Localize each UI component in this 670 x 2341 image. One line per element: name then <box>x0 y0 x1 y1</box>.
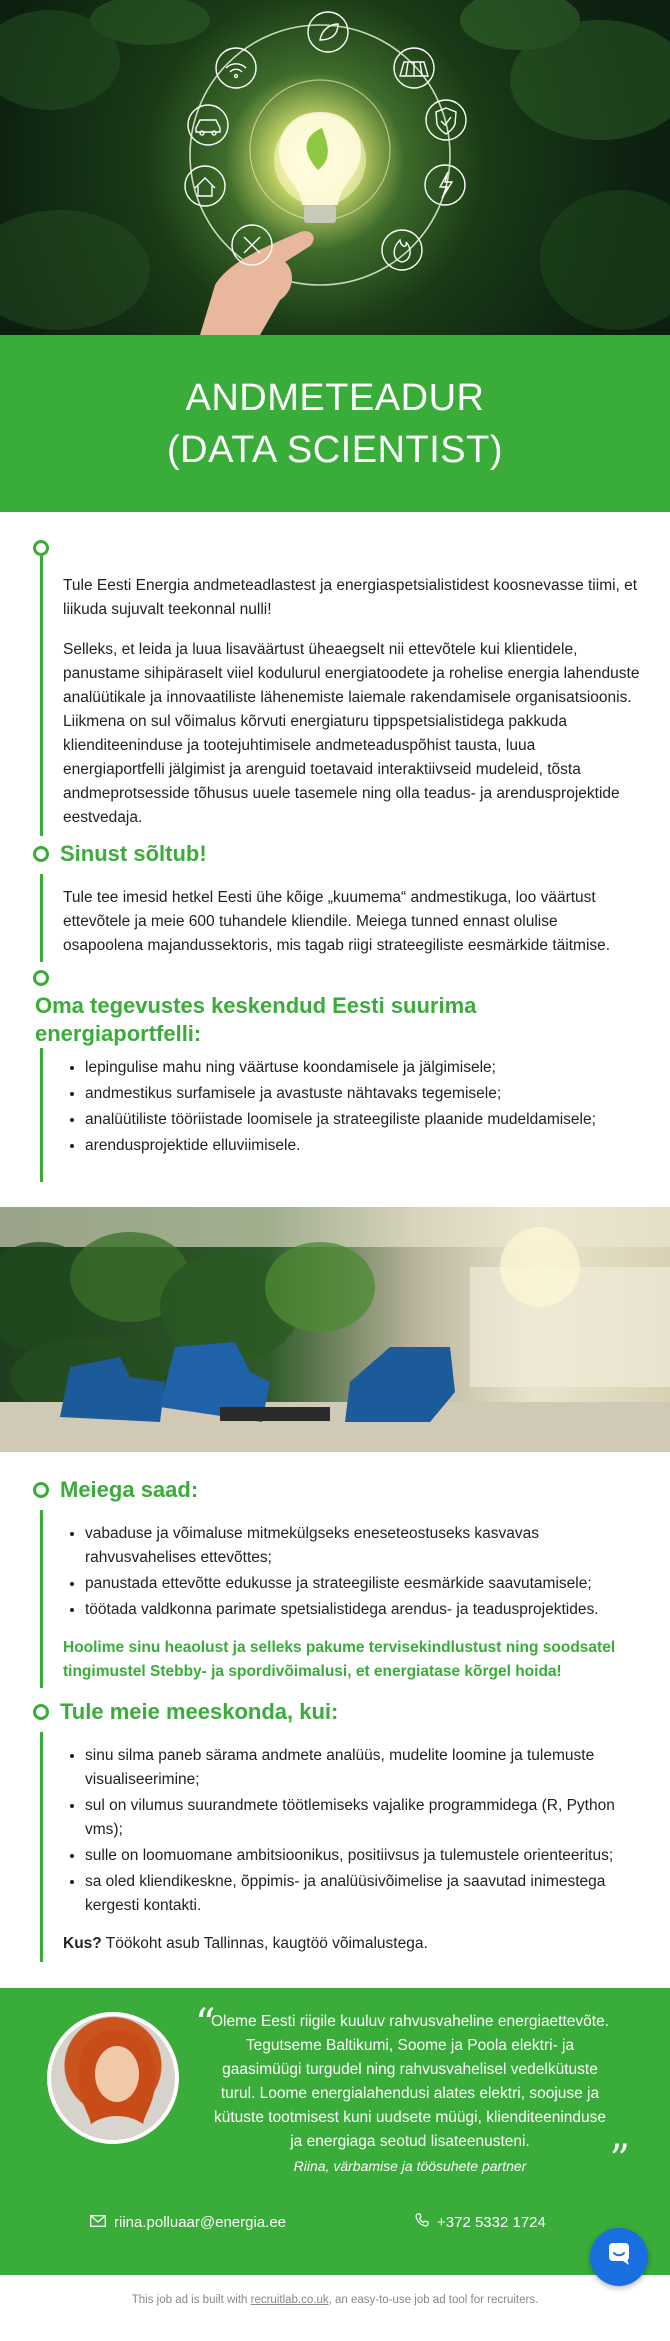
company-quote <box>195 2001 630 2184</box>
list-item: • sulle on loomuomane ambitsioonikus, positiivsus ja tulemustele orienteeritus; <box>85 1844 640 1868</box>
mail-icon <box>90 2211 106 2234</box>
join-section <box>40 1732 670 1962</box>
quote-signature: Riina, värbamise ja töösuhete partner <box>293 2158 527 2175</box>
depends-header <box>33 840 670 868</box>
flame-icon <box>382 230 422 270</box>
join-heading: Tule meie meeskonda, kui: <box>60 1699 339 1725</box>
intro-paragraph-1: Tule Eesti Energia andmeteadlastest ja energiaspetsialistidest koosnevasse tiimi, et liikuda sujuvalt teekonnal nulli! <box>63 577 638 619</box>
list-item: • lepingulise mahu ning väärtuse koondamisele ja jälgimisele; <box>85 1056 640 1080</box>
close-quote-icon: ” <box>609 2137 630 2184</box>
job-title-line-2: (DATA SCIENTIST) <box>167 428 503 471</box>
email-text: riina.polluaar@energia.ee <box>114 2214 287 2232</box>
footer-suffix: , an easy-to-use job ad tool for recruiters. <box>328 2294 539 2307</box>
work-location-label: Kus? <box>63 1935 102 1953</box>
focus-heading: Oma tegevustes keskendud Eesti suurima energiaportfelli: <box>35 993 477 1047</box>
email-link[interactable] <box>90 2211 286 2234</box>
phone-link[interactable] <box>415 2211 546 2234</box>
list-item: • töötada valdkonna parimate spetsialistidega arendus- ja teadusprojektides. <box>85 1598 640 1622</box>
footer-link[interactable]: recruitlab.co.uk <box>250 2294 329 2307</box>
recruiter-avatar <box>47 2012 179 2144</box>
quote-text: Oleme Eesti riigile kuuluv rahvusvaheline energiaettevõte. Tegutseme Baltikumi, Soome ja Poola elektri- ja gaasimüügi turgudel ning rahvusvahelisel vedelkütuste turul. Loome energialahendusi alates elektri, soojuse ja kütuste tootmisest kuni uudsete müügi, klienditeeninduse ja energiaga seotud lisateenusteni. <box>210 2013 610 2151</box>
join-list <box>63 1744 640 1918</box>
intro-paragraph-2: Selleks, et leida ja luua lisaväärtust üheaegselt nii ettevõtele kui klientidele, panustame sihipäraselt viiel kodulurul energiatoodete ja rohelise energia lahenduste analüütikale ja innovaatiliste lähenemiste laiemale rakendamisele organisatsioonis. Liikmena on sul võimalus kõrvuti energiaturu tippspetsialistidega pakkuda klienditeeninduse ja tootejuhtimisele andmeteaduspõhist tausta, luua energiaportfelli jälgimist ja arenguid toetavaid interaktiivseid mudeleid, tõsta andmeprotsesside tõhusus uuele tasemele ning olla teadus- ja arendusprojektide eestvedaja. <box>63 641 640 827</box>
timeline-dot <box>33 846 49 862</box>
focus-marker <box>33 970 670 986</box>
hero-image <box>0 0 670 335</box>
offer-header <box>33 1476 670 1504</box>
office-photo <box>0 1207 670 1452</box>
phone-icon <box>415 2211 429 2234</box>
open-quote-icon: “ <box>195 2001 216 2048</box>
list-item: • analüütiliste tööriistade loomisele ja strateegiliste plaanide mudeldamisele; <box>85 1108 640 1132</box>
offer-list <box>63 1522 640 1622</box>
list-item: • vabaduse ja võimaluse mitmekülgseks eneseteostuseks kasvavas rahvusvahelises ettevõttes; <box>85 1522 640 1570</box>
wifi-icon <box>216 48 256 88</box>
depends-heading: Sinust sõltub! <box>60 841 207 867</box>
job-title-banner <box>0 335 670 512</box>
depends-text: Tule tee imesid hetkel Eesti ühe kõige „kuumema“ andmestikuga, loo väärtust ettevõtele ja meie 600 tuhandele kliendile. Meiega tunned ennast olulise osapoolena majandussektoris, mis tagab riigi strateegiliste eesmärkide täitmise. <box>63 889 611 955</box>
timeline-dot <box>33 1482 49 1498</box>
join-header <box>33 1698 670 1726</box>
phone-text: +372 5332 1724 <box>437 2214 546 2232</box>
focus-list <box>63 1056 640 1158</box>
timeline-dot <box>33 970 49 986</box>
work-location-text: Töökoht asub Tallinnas, kaugtöö võimalustega. <box>101 1935 428 1953</box>
work-location <box>63 1932 640 1956</box>
list-item: • sul on vilumus suurandmete töötlemiseks vajalike programmidega (R, Python vms); <box>85 1794 640 1842</box>
lightning-icon <box>425 165 465 205</box>
list-item: • andmestikus surfamisele ja avastuste nähtavaks tegemisele; <box>85 1082 640 1106</box>
intro-section <box>40 554 670 836</box>
list-item: • sa oled kliendikeskne, õppimis- ja analüüsivõimelise ja saavutad inimestega kergesti kontakti. <box>85 1870 640 1918</box>
depends-section <box>40 874 670 962</box>
footer <box>0 2275 670 2325</box>
offer-section <box>40 1510 670 1688</box>
offer-highlight: Hoolime sinu heaolust ja selleks pakume tervisekindlustust ning soodsatel tingimustel Stebby- ja spordivõimalusi, et energiatase kõrgel hoida! <box>63 1639 616 1681</box>
job-title-line-1: ANDMETEADUR <box>185 376 485 419</box>
leaf-icon <box>308 12 348 52</box>
timeline-dot <box>33 1704 49 1720</box>
house-icon <box>185 166 225 206</box>
focus-section <box>40 1048 670 1182</box>
solar-panel-icon <box>394 48 434 88</box>
footer-prefix: This job ad is built with <box>131 2294 251 2307</box>
offer-heading: Meiega saad: <box>60 1477 199 1503</box>
chat-icon <box>605 2239 633 2275</box>
contact-section <box>0 1988 670 2275</box>
lightbulb-icon <box>279 112 361 223</box>
list-item: • sinu silma paneb särama andmete analüüs, mudelite loomine ja tulemuste visualiseerimine; <box>85 1744 640 1792</box>
list-item: • panustada ettevõtte edukusse ja strateegiliste eesmärkide saavutamisele; <box>85 1572 640 1596</box>
list-item: • arendusprojektide elluviimisele. <box>85 1134 640 1158</box>
